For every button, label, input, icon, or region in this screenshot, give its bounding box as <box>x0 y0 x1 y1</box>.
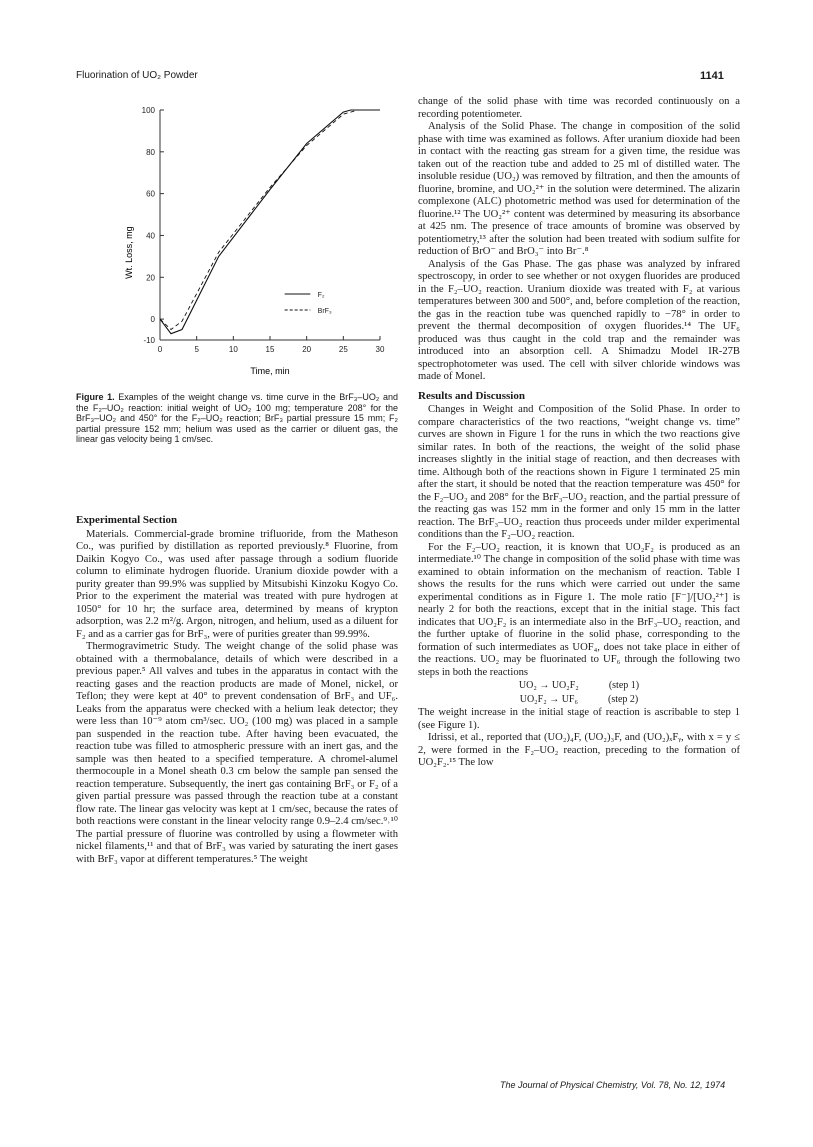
legend-label-f2: F₂ <box>317 292 325 299</box>
step-1-label: (step 1) <box>608 680 640 691</box>
x-tick-label: 10 <box>228 345 238 354</box>
x-axis-label: Time, min <box>250 366 290 376</box>
x-tick-label: 15 <box>265 345 275 354</box>
paragraph-materials: Materials. Commercial-grade bromine trifluoride, from the Matheson Co., was purified by distillation as reported previously.⁸ Fluorine, from Daikin Kogyo Co., was used after passage through a sodium fluoride column to eliminate hydrogen fluoride. Uranium dioxide powder with a purity greater than 99.9% was supplied by Mitsubishi Kinzoku Kogyo Co. Prior to the experiment the material was treated with pure hydrogen at 1050° for 10 hr; the surface area, determined by means of krypton adsorption, was 2.2 m²/g. Argon, nitrogen, and helium, used as a diluent for F₂ and as a carrier gas for BrF₃, were of purities greater than 99.99%. <box>76 528 398 640</box>
chart-series <box>160 110 380 334</box>
running-title: Fluorination of UO₂ Powder <box>76 70 198 81</box>
chart-legend <box>285 292 332 315</box>
step-2-label: (step 2) <box>607 693 639 705</box>
figure-label: Figure 1. <box>76 392 115 402</box>
chart-axes <box>160 110 380 340</box>
paragraph-intermediate: For the F₂–UO₂ reaction, it is known that UO₂F₂ is produced as an intermediate.¹⁰ The change in composition of the solid phase with time was examined to obtain information on the mechanism of reaction. Table I shows the results for the runs which were carried out under the same experimental conditions as in Figure 1. The mole ratio [F⁻]/[UO₂²⁺] is nearly 2 for both the reactions, except that in the initial stage. This fact indicates that UO₂F₂ is an intermediate also in the BrF₃–UO₂ reaction, and the further uptake of fluorine in the solid phase, corresponding to the formation of such intermediates as UOF₄, does not take place in either of the reactions. UO₂ may be fluorinated to UF₆ through the following two steps in both the reactions <box>418 541 740 678</box>
left-column <box>76 514 398 866</box>
x-tick-label: 25 <box>338 345 348 354</box>
paragraph-weight-changes: Changes in Weight and Composition of the Solid Phase. In order to compare characteristics of the two reactions, “weight change vs. time” curves are shown in Figure 1 for the runs in which the two reactions give similar rates. In both of the reactions, the weight of the solid phase increases slightly in the initial stage of reaction, and then decreases with time. Although both of the reactions shown in Figure 1 terminated 25 min after the start, it should be noted that the reaction temperature was 450° for the F₂–UO₂ and 208° for the BrF₃–UO₂ reaction, and the partial pressure of the reacting gas was 152 mm in the former and only 15 mm in the latter reaction. The BrF₃–UO₂ reaction thus proceeds under milder experimental conditions than the F₂–UO₂ reaction. <box>418 404 740 540</box>
series-line-brf3 <box>160 110 380 330</box>
right-column <box>418 96 740 770</box>
y-axis-label: Wt. Loss, mg <box>124 226 134 279</box>
paragraph-idrissi: Idrissi, et al., reported that (UO₂)₄F, (UO₂)₃F, and (UO₂)ₓFᵧ, with x = y ≤ 2, were formed in the F₂–UO₂ reaction, preceding to the formation of UO₂F₂.¹⁵ The low <box>418 732 740 768</box>
chart-ticks <box>142 106 385 354</box>
journal-footer: The Journal of Physical Chemistry, Vol. 78, No. 12, 1974 <box>500 1080 726 1090</box>
figure-caption-text: Examples of the weight change vs. time curve in the BrF₃–UO₂ and the F₂–UO₂ reaction: initial weight of UO₂ 100 mg; temperature 208° for the BrF₃–UO₂ and 450° for the F₂–UO₂ reaction; BrF₃ partial pressure 15 mm; F₂ partial pressure 152 mm; helium was used as the carrier or diluent gas, the linear gas velocity being 1 cm/sec. <box>76 392 398 445</box>
x-tick-label: 5 <box>194 345 199 354</box>
y-tick-label: 80 <box>146 147 155 157</box>
x-tick-label: 30 <box>375 345 385 354</box>
paragraph-gas-phase: Analysis of the Gas Phase. The gas phase was analyzed by infrared spectroscopy, in order to see whether or not oxygen fluorides are produced in the F₂–UO₂ reaction. Uranium dioxide was treated with F₂ at various temperatures between 300 and 500°, and, before completion of the reaction, the gas in the reaction tube was quenched rapidly to −78° in order to prevent the thermal decomposition of oxygen fluorides.¹⁴ The UF₆ produced was thus caught in the cold trap and the remainder was introduced into an absorption cell. A Shimadzu Model IR-27B spectrophotometer was used. The cell with silver chloride windows was made of Monel. <box>418 258 740 382</box>
paragraph-continuation: change of the solid phase with time was recorded continuously on a recording potentiometer. <box>418 96 740 120</box>
x-tick-label: 20 <box>302 345 312 354</box>
paragraph-step1-note: The weight increase in the initial stage of reaction is ascribable to step 1 (see Figure 1). <box>418 707 740 731</box>
paragraph-thermogravimetric: Thermogravimetric Study. The weight change of the solid phase was obtained with a thermobalance, details of which were described in a previous paper.⁵ All valves and tubes in the apparatus in contact with the reacting gases and the reaction products are made of Monel, nickel, or Teflon; they were kept at 40° to prevent condensation of BrF₃ and UF₆. Leaks from the apparatus were checked with a helium leak detector; they were less than 10⁻⁹ atom cm³/sec. UO₂ (100 mg) was placed in a sample pan suspended in the reaction tube. After having been evacuated, the reaction tube was filled to atmospheric pressure with an inert gas, and the sample was then heated to a specified temperature. A chromel-alumel thermocouple in a Monel sheath 0.3 cm below the sample pan sensed the reaction temperature. Subsequently, the inert gas containing BrF₃ or F₂ of a given partial pressure was passed through the reaction tube at a constant flow rate. The linear gas velocity was kept at 1 cm/sec, because the rates of both reactions were constant in the linear velocity range 0.9–2.4 cm/sec.⁹˒¹⁰ The partial pressure of fluorine was controlled by using a flowmeter with nickel filaments,¹¹ and that of BrF₃ was varied by saturating the inert gases with BrF₃ vapor at different temperatures.⁵ The weight <box>76 641 398 865</box>
step-2-equation: UO₂F₂ → UF₆ <box>519 693 578 705</box>
step-1-equation: UO₂ → UO₂F₂ <box>518 680 579 691</box>
y-tick-label: 20 <box>146 273 155 283</box>
section-heading-experimental: Experimental Section <box>76 514 178 526</box>
y-tick-label: 100 <box>141 106 155 115</box>
paragraph-solid-phase: Analysis of the Solid Phase. The change in composition of the solid phase with time was examined as follows. After uranium dioxide had been in contact with the reacting gas stream for a given time, the residue was taken out of the reaction tube and added to 25 ml of distilled water. The insoluble residue (UO₂) was removed by filtration, and then the amounts of fluorine, bromine, and UO₂²⁺ in the solution were determined. The alizarin complexone (ALC) photometric method was used for determination of the fluorine.¹² The UO₂²⁺ content was determined by measuring its absorbance at 425 nm. The presence of trace amounts of bromine was observed by potentiometry,¹³ after the solution had been treated with sodium sulfite for reduction of BrO⁻ and BrO₃⁻ into Br⁻.⁸ <box>418 121 740 257</box>
section-heading-results: Results and Discussion <box>418 389 525 402</box>
reaction-steps <box>418 680 740 706</box>
figure-caption <box>76 392 398 445</box>
y-tick-label: 40 <box>146 231 155 241</box>
y-tick-label: 60 <box>146 189 155 199</box>
y-tick-label: 0 <box>150 315 155 325</box>
x-tick-label: 0 <box>157 345 163 354</box>
figure-1-chart <box>110 100 410 390</box>
page-number: 1141 <box>700 70 724 82</box>
legend-label-brf3: BrF₃ <box>317 308 332 315</box>
y-tick-label: -10 <box>143 336 155 345</box>
